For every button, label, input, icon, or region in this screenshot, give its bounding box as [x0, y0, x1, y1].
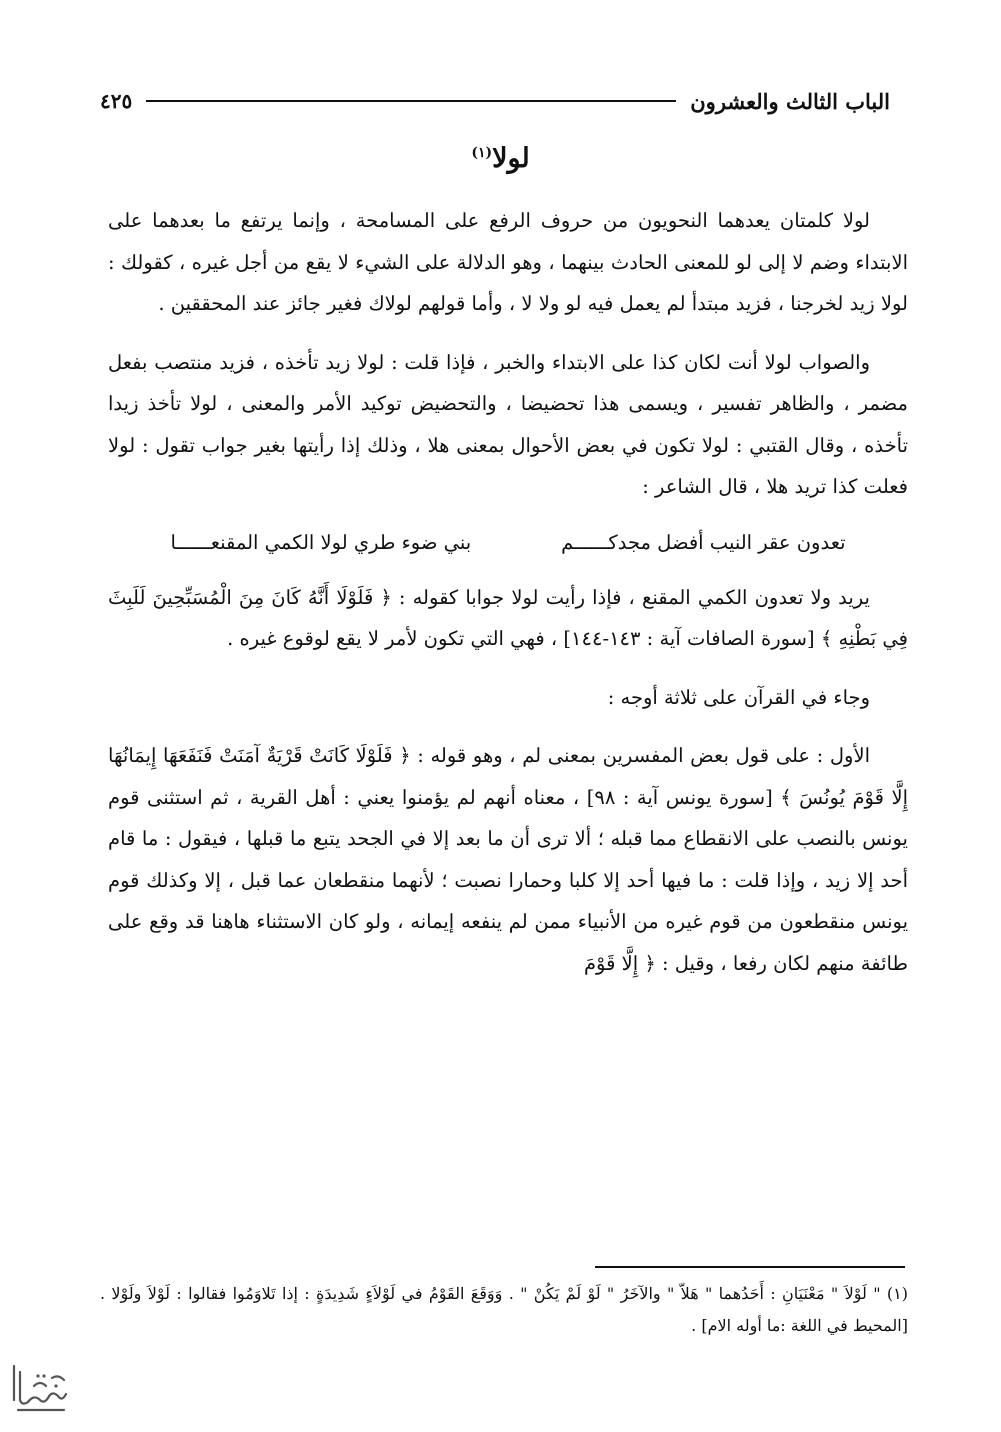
header-rule — [146, 100, 676, 102]
footnote-separator — [595, 1266, 905, 1268]
poetry-verse — [108, 525, 908, 561]
page-number: ٤٢٥ — [100, 89, 133, 113]
footnote-ref: (١) — [471, 145, 493, 161]
calligraphy-logo-icon — [8, 1356, 74, 1420]
main-text — [108, 200, 908, 1001]
paragraph: وجاء في القرآن على ثلاثة أوجه : — [607, 685, 870, 709]
publisher-logo — [8, 1356, 74, 1420]
chapter-title: الباب الثالث والعشرون — [690, 88, 890, 114]
paragraph: والصواب لولا أنت لكان كذا على الابتداء والخبر ، فإذا قلت : لولا زيد تأخذه ، فزيد منتصب بفعل مضمر ، والظاهر تفسير ، ويسمى هذا تحضيضا ، والتحضيض توكيد الأمر والمعنى ، لولا تأخذ زيدا تأخذه ، وقال القتبي : لولا تكون في بعض الأحوال بمعنى هلا ، وذلك إذا رأيتها بغير جواب تقول : لولا فعلت كذا تريد هلا ، قال الشاعر : — [108, 350, 908, 498]
verse-first-hemistich: تعدون عقر النيب أفضل مجدكــــــم — [561, 530, 846, 554]
paragraph: الأول : على قول بعض المفسرين بمعنى لم ، وهو قوله : ﴿ فَلَوْلَا كَانَتْ قَرْيَةٌ آمَنَتْ فَنَفَعَهَا إِيمَانُهَا إِلَّا قَوْمَ يُونُسَ ﴾ [سورة يونس آية : ٩٨] ، معناه أنهم لم يؤمنوا يعني : أهل القرية ، ثم استثنى قوم يونس بالنصب على الانقطاع مما قبله ؛ ألا ترى أن ما بعد إلا في الجحد يتبع ما قبلها ، فيقول : ما قام أحد إلا زيد ، وإذا قلت : ما فيها أحد إلا كلبا وحمارا نصبت ؛ لأنهما منقطعان عما قبل ، إلا وكذلك قوم يونس منقطعون من قوم غيره من الأنبياء ممن لم ينفعه إيمانه ، ولو كان الاستثناء هاهنا قد وقع على طائفة منهم لكان رفعا ، وقيل : ﴿ إِلَّا قَوْمَ — [108, 744, 909, 975]
paragraph: لولا كلمتان يعدهما النحويون من حروف الرفع على المسامحة ، وإنما يرتفع ما بعدهما على الابتداء وضم لا إلى لو للمعنى الحادث بينهما ، وهو الدلالة على الشيء لا يقع من أجل غيره ، كقولك : لولا زيد لخرجنا ، فزيد مبتدأ لم يعمل فيه لو ولا لا ، وأما قولهم لولاك فغير جائز عند المحققين . — [108, 209, 908, 315]
footnote-text: (١) " لَوْلاَ " مَعْنَيَانِ : أَحَدُهما " هَلاّ " والآخَرُ " لَوْ لَمْ يَكُنْ " . وَوَقَعَ القَوْمُ في لَوْلاَءٍ شَدِيدَةٍ : إذا تَلاوَمُوا فقالوا : لَوْلاَ ولَوْلا . [المحيط في اللغة :ما أوله الام] . — [100, 1284, 908, 1335]
section-title-text: لولا — [492, 143, 530, 174]
verse-second-hemistich: بني ضوء طري لولا الكمي المقنعــــــا — [170, 530, 472, 554]
footnote — [100, 1278, 908, 1342]
running-header — [100, 86, 890, 116]
section-title — [0, 143, 1001, 174]
paragraph: يريد ولا تعدون الكمي المقنع ، فإذا رأيت لولا جوابا كقوله : ﴿ فَلَوْلَا أَنَّهُ كَانَ مِنَ الْمُسَبِّحِينَ لَلَبِثَ فِي بَطْنِهِ ﴾ [سورة الصافات آية : ١٤٣-١٤٤] ، فهي التي تكون لأمر لا يقع لوقوع غيره . — [108, 585, 908, 650]
